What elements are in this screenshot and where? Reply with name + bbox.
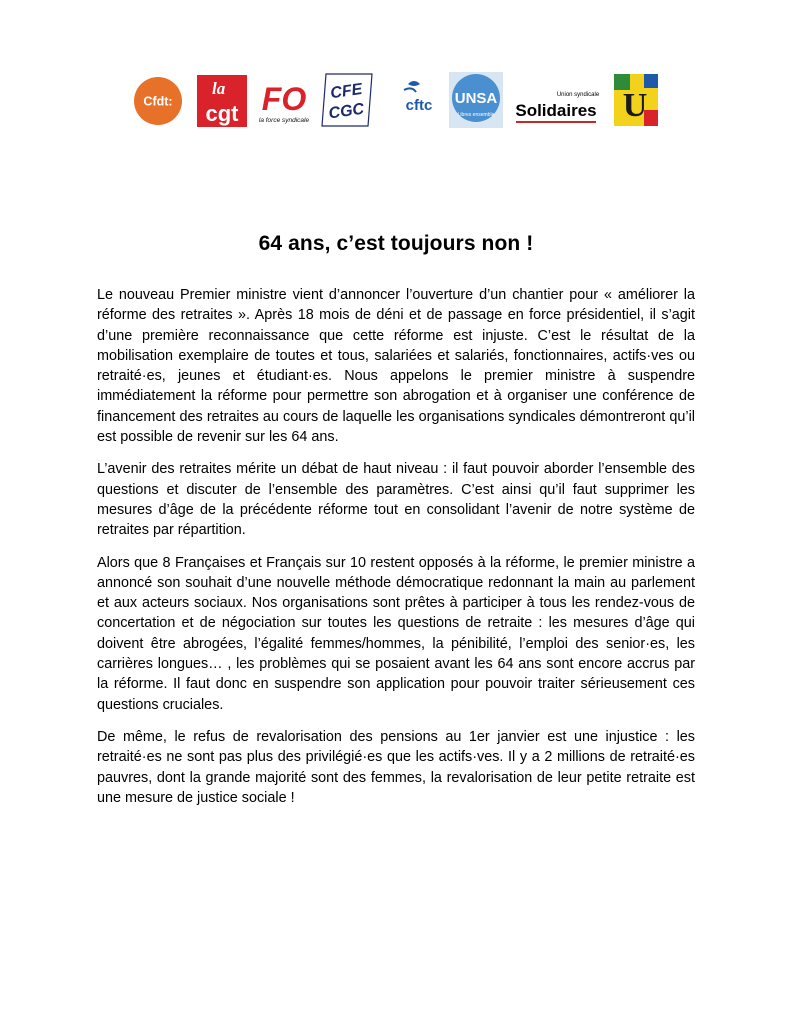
fo-logo: [254, 70, 314, 130]
fsu-logo-blue-block: [644, 74, 658, 88]
paragraph-debate: L’avenir des retraites mérite un débat de haut niveau : il faut pouvoir aborder l’ensemble des questions et discuter de l’ensemble des paramètres. C’est ainsi qu’il faut supprimer les mesures d’âge de la précédente réforme tout en consolidant l’avenir de notre système de retraites par répartition.: [97, 461, 695, 539]
solidaires-logo-text: Solidaires: [515, 101, 597, 120]
cfe-cgc-logo: [320, 70, 380, 130]
solidaires-logo-top: Union syndicale: [556, 92, 600, 98]
union-logos-strip: [128, 70, 662, 130]
fo-logo-subtitle: la force syndicale: [258, 117, 310, 124]
paragraph-pensions: De même, le refus de revalorisation des pensions au 1er janvier est une injustice : les retraité·es ne sont pas plus des privilégié·es que les actifs·ves. Il y a 2 millions de retraité·es pauvres, dont la grande majorité sont des femmes, la revalorisation de leur petite retraite est une mesure de justice sociale !: [97, 728, 695, 806]
unsa-logo-text: UNSA: [454, 90, 498, 107]
page-title: 64 ans, c’est toujours non !: [258, 232, 534, 255]
cfdt-logo-text: Cfdt:: [143, 94, 173, 109]
cftc-logo-bird-wing: [404, 88, 416, 92]
cftc-logo-bird: [408, 81, 420, 86]
cftc-logo-text: cftc: [405, 97, 433, 114]
cgt-logo: [196, 70, 248, 130]
fsu-logo: [612, 70, 660, 130]
statement-body: [97, 285, 695, 820]
paragraph-announcement: Le nouveau Premier ministre vient d’annoncer l’ouverture d’un chantier pour « améliorer la réforme des retraites ». Après 18 mois de déni et de passage en force présidentiel, il s’agit d’une première reconnaissance que cette réforme est injuste. C’est le résultat de la mobilisation exemplaire de toutes et tous, salariées et salariés, fonctionnaires, actifs·ves ou retraité·es, jeunes et étudiant·es. Nous appelons le premier ministre à suspendre immédiatement la réforme pour permettre son abrogation et à organiser une conférence de financement des retraites au cours de laquelle les organisations syndicales démontreront qu’il est possible de revenir sur les 64 ans.: [97, 287, 695, 446]
cftc-logo: [394, 70, 444, 130]
cfdt-logo: [128, 70, 192, 130]
unsa-logo-subtitle: Libres ensemble: [457, 112, 495, 118]
cgt-logo-text: cgt: [205, 101, 239, 126]
cfe-cgc-logo-text: CGC: [327, 100, 366, 123]
unsa-logo: [448, 70, 504, 130]
paragraph-method: Alors que 8 Françaises et Français sur 10 restent opposés à la réforme, le premier ministre a annoncé son souhait d’une nouvelle méthode démocratique redonnant la main au parlement et aux acteurs sociaux. Nos organisations sont prêtes à participer à tous les rendez-vous de concertation et de négociation sur toutes les questions de retraite : les mesures d’âge qui doivent être abrogées, l’égalité femmes/hommes, la pénibilité, l’emploi des senior·es, les carrières longues… , les problèmes qui se posaient avant les 64 ans sont encore accrus par la réforme. Il faut donc en suspendre son application pour pouvoir traiter sérieusement ces questions cruciales.: [97, 554, 695, 713]
cgt-logo-la: la: [212, 79, 226, 98]
solidaires-logo: [508, 70, 604, 130]
fo-logo-text: FO: [261, 81, 307, 117]
fsu-logo-text: U: [622, 87, 648, 124]
cfe-cgc-logo-top: CFE: [329, 80, 364, 103]
solidaires-logo-underline: [516, 121, 596, 123]
